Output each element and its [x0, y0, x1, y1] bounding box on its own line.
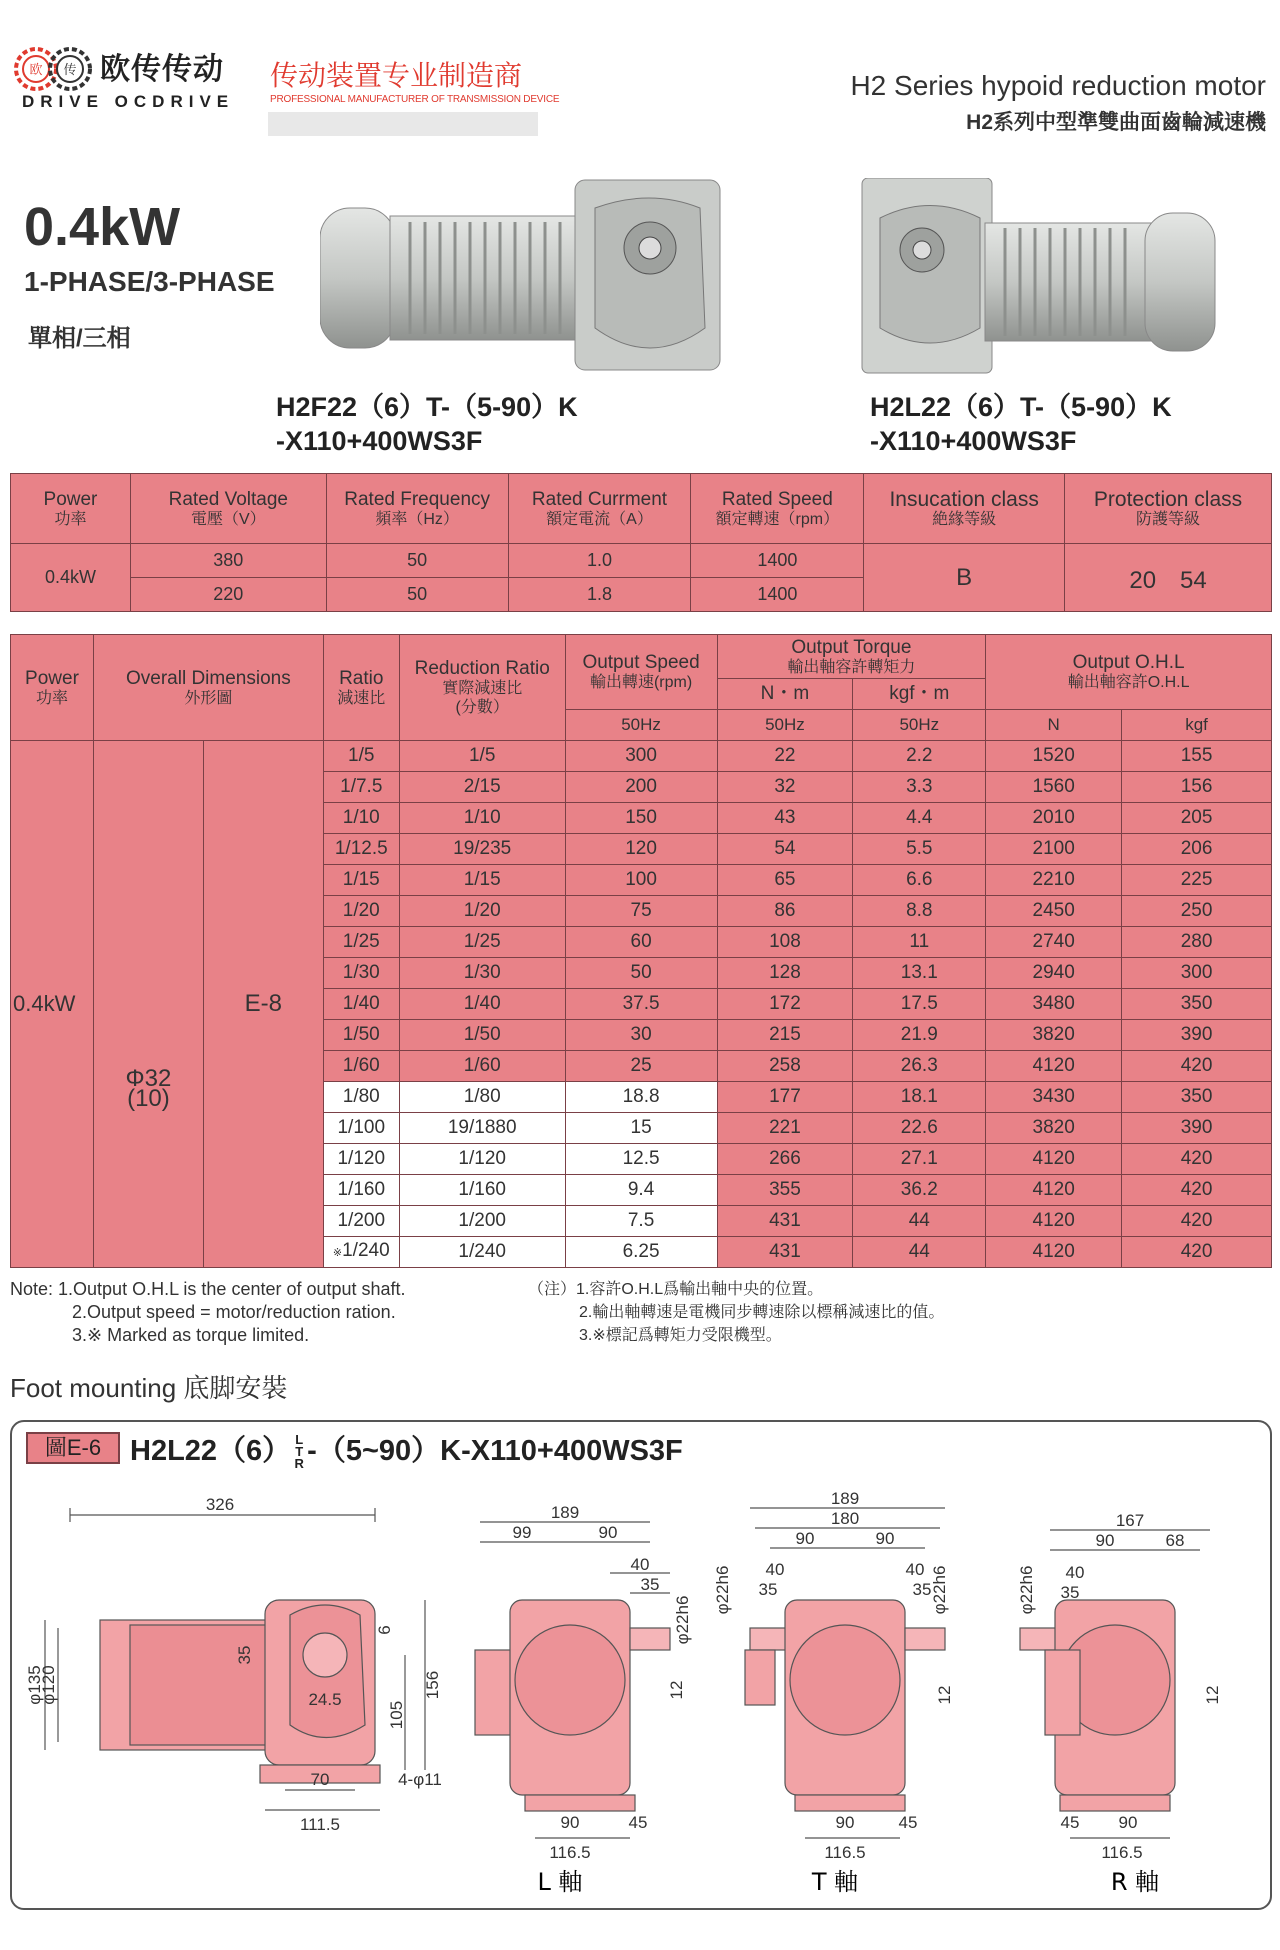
- slogan-bar: [268, 112, 538, 136]
- cell-ohl-n: 4120: [986, 1237, 1122, 1268]
- cell-reduction: 19/1880: [399, 1113, 565, 1144]
- cell-ohl-kgf: 156: [1122, 772, 1272, 803]
- cell-ratio: 1/100: [323, 1113, 399, 1144]
- dim-35: 35: [235, 1645, 254, 1665]
- cell-ohl-kgf: 205: [1122, 803, 1272, 834]
- cell-ohl-kgf: 350: [1122, 1082, 1272, 1113]
- cell-ratio: 1/7.5: [323, 772, 399, 803]
- logo-wheel-left: 欧: [29, 63, 43, 78]
- unit-torque-kgf: kgf・m: [853, 679, 986, 710]
- cell-protection: 20 54: [1065, 544, 1272, 612]
- cell-torque-kgf: 22.6: [853, 1113, 986, 1144]
- cell-torque-kgf: 17.5: [853, 989, 986, 1020]
- cell-reduction: 1/20: [399, 896, 565, 927]
- cell-power: 0.4kW: [11, 544, 131, 612]
- dimension-drawings: [10, 1480, 1272, 1900]
- perf-row: [11, 741, 1272, 772]
- cell-speed: 120: [565, 834, 717, 865]
- dim-326: 326: [205, 1495, 235, 1514]
- cell-torque-kgf: 27.1: [853, 1144, 986, 1175]
- dim-90a: 90: [795, 1529, 815, 1548]
- logo-text-en: DRIVE OCDRIVE: [22, 92, 235, 111]
- dim-99: 99: [512, 1523, 532, 1542]
- cell-reduction: 1/25: [399, 927, 565, 958]
- cell-ohl-kgf: 420: [1122, 1206, 1272, 1237]
- cell-speed: 9.4: [565, 1175, 717, 1206]
- cell-torque-nm: 128: [717, 958, 853, 989]
- cell-speed: 200: [565, 772, 717, 803]
- unit-torque-nm: N・m: [717, 679, 853, 710]
- slogan-cn: 传动装置专业制造商: [270, 60, 523, 91]
- hz-torque-nm: 50Hz: [717, 710, 853, 741]
- dim-phi22h6a: φ22h6: [713, 1565, 732, 1615]
- cell-speed: 100: [565, 865, 717, 896]
- cell-ohl-kgf: 280: [1122, 927, 1272, 958]
- dim-12: 12: [1203, 1685, 1222, 1705]
- figure-model: [130, 1428, 683, 1470]
- cell-torque-kgf: 26.3: [853, 1051, 986, 1082]
- cell-torque-nm: 43: [717, 803, 853, 834]
- header-reduction: Reduction Ratio 實際減速比 (分數）: [399, 635, 565, 741]
- dim-68: 68: [1165, 1531, 1185, 1550]
- cell-torque-kgf: 2.2: [853, 741, 986, 772]
- cell-ohl-n: 4120: [986, 1206, 1122, 1237]
- cell-frequency: 50: [326, 578, 508, 612]
- cell-speed: 37.5: [565, 989, 717, 1020]
- cell-torque-nm: 266: [717, 1144, 853, 1175]
- power-rating: 0.4kW: [24, 197, 181, 257]
- dim-116-5: 116.5: [1101, 1843, 1143, 1862]
- cell-speed: 1400: [691, 578, 864, 612]
- dim-90c: 90: [835, 1813, 855, 1832]
- cell-torque-nm: 32: [717, 772, 853, 803]
- dim-45: 45: [1060, 1813, 1080, 1832]
- header-power: Power 功率: [11, 474, 131, 544]
- cell-torque-nm: 172: [717, 989, 853, 1020]
- model-right-line1: H2L22（6）T-（5-90）K: [870, 392, 1172, 422]
- cell-ohl-n: 3430: [986, 1082, 1122, 1113]
- header-torque: Output Torque 輸出軸容許轉矩力: [717, 635, 986, 679]
- note-cn-3: 3.※標記爲轉矩力受限機型。: [579, 1327, 782, 1344]
- cell-ohl-kgf: 300: [1122, 958, 1272, 989]
- motor-photo-left: [320, 178, 740, 378]
- dim-180: 180: [830, 1509, 860, 1528]
- cell-shaft-dia: [93, 741, 203, 1268]
- section-title: Foot mounting 底脚安裝: [10, 1373, 288, 1403]
- cell-torque-nm: 108: [717, 927, 853, 958]
- dim-40b: 40: [905, 1560, 925, 1579]
- shaft-dia: Φ32: [125, 1065, 172, 1092]
- dim-90: 90: [1095, 1531, 1115, 1550]
- electrical-row: [11, 544, 1272, 578]
- dim-6: 6: [375, 1625, 394, 1635]
- cell-torque-nm: 65: [717, 865, 853, 896]
- dim-35a: 35: [758, 1580, 778, 1599]
- ltr-t: T: [295, 1444, 304, 1460]
- model-left-line1: H2F22（6）T-（5-90）K: [276, 392, 578, 422]
- logo-wheel-right: 传: [63, 63, 77, 78]
- logo-text-cn: 欧传传动: [100, 53, 224, 86]
- dim-40a: 40: [765, 1560, 785, 1579]
- cell-insulation: B: [864, 544, 1065, 612]
- cell-speed: 30: [565, 1020, 717, 1051]
- cell-ohl-n: 2210: [986, 865, 1122, 896]
- ratio-value: 1/240: [342, 1240, 390, 1261]
- page-header: [0, 0, 1280, 140]
- cell-reduction: 1/5: [399, 741, 565, 772]
- ltr-l: L: [295, 1432, 304, 1448]
- performance-table: [10, 634, 1272, 1268]
- cell-torque-nm: 431: [717, 1206, 853, 1237]
- cell-ratio: 1/160: [323, 1175, 399, 1206]
- cell-speed: 12.5: [565, 1144, 717, 1175]
- cell-reduction: 19/235: [399, 834, 565, 865]
- slogan-en: PROFESSIONAL MANUFACTURER OF TRANSMISSION DEVICE: [270, 94, 560, 105]
- dim-189: 189: [550, 1503, 580, 1522]
- cell-torque-nm: 86: [717, 896, 853, 927]
- dim-90b: 90: [560, 1813, 580, 1832]
- dim-phi135: φ135: [25, 1665, 44, 1705]
- cell-reduction: 1/200: [399, 1206, 565, 1237]
- cell-torque-nm: 22: [717, 741, 853, 772]
- series-title-en: H2 Series hypoid reduction motor: [850, 70, 1266, 101]
- notes-cn: [528, 1278, 944, 1347]
- header-ohl: Output O.H.L 輸出軸容許O.H.L: [986, 635, 1272, 710]
- cell-torque-kgf: 13.1: [853, 958, 986, 989]
- cell-ratio: 1/120: [323, 1144, 399, 1175]
- header-current: Rated Currment 額定電流（A）: [508, 474, 691, 544]
- header-power: Power 功率: [11, 635, 94, 741]
- cell-ratio: 1/5: [323, 741, 399, 772]
- dim-12: 12: [935, 1685, 954, 1705]
- cell-torque-kgf: 6.6: [853, 865, 986, 896]
- dim-phi22h6: φ22h6: [1017, 1565, 1036, 1615]
- header-frequency: Rated Frequency 頻率（Hz）: [326, 474, 508, 544]
- cell-speed: 1400: [691, 544, 864, 578]
- cell-ratio: 1/50: [323, 1020, 399, 1051]
- dim-45: 45: [898, 1813, 918, 1832]
- cell-dim-code: E-8: [203, 741, 323, 1268]
- cell-speed: 18.8: [565, 1082, 717, 1113]
- cell-speed: 25: [565, 1051, 717, 1082]
- cell-reduction: 1/15: [399, 865, 565, 896]
- cell-ratio: 1/30: [323, 958, 399, 989]
- cell-ohl-kgf: 225: [1122, 865, 1272, 896]
- fig-model-ltr: [291, 1434, 307, 1470]
- dim-4-phi11: 4-φ11: [398, 1770, 442, 1789]
- model-right-line2: -X110+400WS3F: [870, 426, 1077, 456]
- cell-ohl-n: 2450: [986, 896, 1122, 927]
- dim-45: 45: [628, 1813, 648, 1832]
- dim-70: 70: [310, 1770, 330, 1789]
- unit-ohl-n: N: [986, 710, 1122, 741]
- cell-voltage: 380: [130, 544, 326, 578]
- cell-torque-nm: 355: [717, 1175, 853, 1206]
- perf-header-row: [11, 635, 1272, 679]
- torque-limit-mark: ※: [332, 1247, 343, 1259]
- fig-model-b: -（5~90）K-X110+400WS3F: [307, 1435, 683, 1467]
- header-dimensions: Overall Dimensions 外形圖: [93, 635, 323, 741]
- cell-ratio: [323, 1237, 399, 1268]
- dim-24-5: 24.5: [308, 1690, 342, 1709]
- note-cn-2: 2.輸出軸轉速是電機同步轉速除以標稱減速比的值。: [579, 1304, 945, 1321]
- dim-189: 189: [830, 1489, 860, 1508]
- cell-power: 0.4kW: [11, 741, 94, 1268]
- figure-tag: 圖E-6: [26, 1432, 120, 1464]
- cell-current: 1.0: [508, 544, 691, 578]
- header-ratio: Ratio 減速比: [323, 635, 399, 741]
- header-insulation: Insucation class 絶緣等級: [864, 474, 1065, 544]
- r-shaft-view: [1020, 1530, 1210, 1838]
- cell-reduction: 1/160: [399, 1175, 565, 1206]
- cell-torque-nm: 258: [717, 1051, 853, 1082]
- cell-ohl-kgf: 350: [1122, 989, 1272, 1020]
- cell-ohl-kgf: 206: [1122, 834, 1272, 865]
- phase-label-cn: 單相/三相: [28, 325, 131, 352]
- cell-speed: 75: [565, 896, 717, 927]
- dim-40: 40: [630, 1555, 650, 1574]
- unit-ohl-kgf: kgf: [1122, 710, 1272, 741]
- dim-phi120: φ120: [39, 1665, 58, 1705]
- cell-torque-kgf: 21.9: [853, 1020, 986, 1051]
- cell-ratio: 1/20: [323, 896, 399, 927]
- cell-torque-kgf: 36.2: [853, 1175, 986, 1206]
- cell-ratio: 1/80: [323, 1082, 399, 1113]
- cell-speed: 300: [565, 741, 717, 772]
- model-number-left: [276, 390, 578, 458]
- dim-35: 35: [1060, 1583, 1080, 1602]
- cell-ratio: 1/40: [323, 989, 399, 1020]
- dim-90b: 90: [1118, 1813, 1138, 1832]
- cell-torque-kgf: 44: [853, 1237, 986, 1268]
- r-shaft-label: R 軸: [1110, 1868, 1160, 1896]
- notes-en: [10, 1278, 406, 1347]
- note-en-1: Note: 1.Output O.H.L is the center of output shaft.: [10, 1279, 406, 1299]
- header-speed: Rated Speed 額定轉速（rpm）: [691, 474, 864, 544]
- header-output-speed: Output Speed 輸出轉速(rpm): [565, 635, 717, 710]
- gear-logo-icon: [14, 44, 94, 94]
- model-left-line2: -X110+400WS3F: [276, 426, 483, 456]
- dim-167: 167: [1115, 1511, 1145, 1530]
- cell-frequency: 50: [326, 544, 508, 578]
- cell-speed: 7.5: [565, 1206, 717, 1237]
- cell-ohl-kgf: 420: [1122, 1237, 1272, 1268]
- cell-torque-nm: 431: [717, 1237, 853, 1268]
- dim-111-5: 111.5: [299, 1815, 341, 1834]
- cell-reduction: 2/15: [399, 772, 565, 803]
- cell-torque-kgf: 3.3: [853, 772, 986, 803]
- dim-35b: 35: [912, 1580, 932, 1599]
- hz-torque-kgf: 50Hz: [853, 710, 986, 741]
- cell-speed: 15: [565, 1113, 717, 1144]
- cell-ohl-n: 2010: [986, 803, 1122, 834]
- dim-35: 35: [640, 1575, 660, 1594]
- cell-reduction: 1/80: [399, 1082, 565, 1113]
- cell-voltage: 220: [130, 578, 326, 612]
- cell-ratio: 1/15: [323, 865, 399, 896]
- cell-ohl-kgf: 155: [1122, 741, 1272, 772]
- cell-ohl-kgf: 390: [1122, 1113, 1272, 1144]
- cell-ohl-n: 1560: [986, 772, 1122, 803]
- cell-ohl-n: 4120: [986, 1175, 1122, 1206]
- dim-105: 105: [387, 1700, 406, 1730]
- cell-ratio: 1/12.5: [323, 834, 399, 865]
- cell-ohl-n: 4120: [986, 1051, 1122, 1082]
- cell-ohl-n: 2740: [986, 927, 1122, 958]
- electrical-spec-table: [10, 473, 1272, 612]
- cell-reduction: 1/240: [399, 1237, 565, 1268]
- cell-reduction: 1/10: [399, 803, 565, 834]
- dim-116-5: 116.5: [824, 1843, 866, 1862]
- cell-speed: 60: [565, 927, 717, 958]
- cell-ohl-n: 2940: [986, 958, 1122, 989]
- l-shaft-label: L 軸: [537, 1868, 583, 1896]
- cell-ohl-kgf: 390: [1122, 1020, 1272, 1051]
- note-cn-1: （注）1.容許O.H.L爲輸出軸中央的位置。: [528, 1281, 824, 1298]
- electrical-header-row: [11, 474, 1272, 544]
- dim-116-5: 116.5: [549, 1843, 591, 1862]
- cell-ohl-kgf: 420: [1122, 1175, 1272, 1206]
- cell-ohl-n: 3820: [986, 1020, 1122, 1051]
- cell-reduction: 1/60: [399, 1051, 565, 1082]
- cell-ohl-kgf: 420: [1122, 1144, 1272, 1175]
- cell-torque-kgf: 4.4: [853, 803, 986, 834]
- cell-ratio: 1/60: [323, 1051, 399, 1082]
- dim-90b: 90: [875, 1529, 895, 1548]
- cell-ohl-n: 3820: [986, 1113, 1122, 1144]
- phase-label: 1-PHASE/3-PHASE: [24, 266, 275, 297]
- t-shaft-label: T 軸: [811, 1868, 859, 1896]
- cell-torque-nm: 54: [717, 834, 853, 865]
- cell-ratio: 1/10: [323, 803, 399, 834]
- header-protection: Protection class 防護等級: [1065, 474, 1272, 544]
- note-en-3: 3.※ Marked as torque limited.: [72, 1325, 310, 1345]
- header-voltage: Rated Voltage 電壓（V）: [130, 474, 326, 544]
- cell-reduction: 1/120: [399, 1144, 565, 1175]
- dim-156: 156: [423, 1670, 442, 1700]
- cell-torque-kgf: 11: [853, 927, 986, 958]
- cell-torque-kgf: 44: [853, 1206, 986, 1237]
- hz-speed: 50Hz: [565, 710, 717, 741]
- fig-model-a: H2L22（6）: [130, 1435, 292, 1467]
- shaft-dia-2: (10): [127, 1085, 170, 1112]
- cell-ohl-kgf: 250: [1122, 896, 1272, 927]
- cell-current: 1.8: [508, 578, 691, 612]
- series-title-cn: H2系列中型準雙曲面齒輪減速機: [966, 111, 1266, 134]
- dim-12: 12: [667, 1680, 686, 1700]
- cell-torque-kgf: 18.1: [853, 1082, 986, 1113]
- cell-ohl-n: 4120: [986, 1144, 1122, 1175]
- cell-torque-kgf: 5.5: [853, 834, 986, 865]
- cell-reduction: 1/50: [399, 1020, 565, 1051]
- cell-reduction: 1/30: [399, 958, 565, 989]
- t-shaft-view: [745, 1508, 945, 1838]
- cell-ohl-n: 1520: [986, 741, 1122, 772]
- cell-torque-nm: 215: [717, 1020, 853, 1051]
- cell-ohl-n: 3480: [986, 989, 1122, 1020]
- note-en-2: 2.Output speed = motor/reduction ration.: [72, 1302, 396, 1322]
- cell-torque-nm: 221: [717, 1113, 853, 1144]
- motor-photo-right: [860, 178, 1220, 378]
- cell-ohl-kgf: 420: [1122, 1051, 1272, 1082]
- dim-phi22h6b: φ22h6: [930, 1565, 949, 1615]
- ltr-r: R: [294, 1456, 304, 1472]
- cell-speed: 6.25: [565, 1237, 717, 1268]
- cell-ratio: 1/200: [323, 1206, 399, 1237]
- cell-speed: 150: [565, 803, 717, 834]
- cell-speed: 50: [565, 958, 717, 989]
- cell-reduction: 1/40: [399, 989, 565, 1020]
- dim-90: 90: [598, 1523, 618, 1542]
- model-number-right: [870, 390, 1172, 458]
- dim-phi22h6: φ22h6: [673, 1595, 692, 1645]
- perf-body: [11, 741, 1272, 1268]
- dim-40: 40: [1065, 1563, 1085, 1582]
- cell-ratio: 1/25: [323, 927, 399, 958]
- cell-torque-kgf: 8.8: [853, 896, 986, 927]
- cell-ohl-n: 2100: [986, 834, 1122, 865]
- cell-torque-nm: 177: [717, 1082, 853, 1113]
